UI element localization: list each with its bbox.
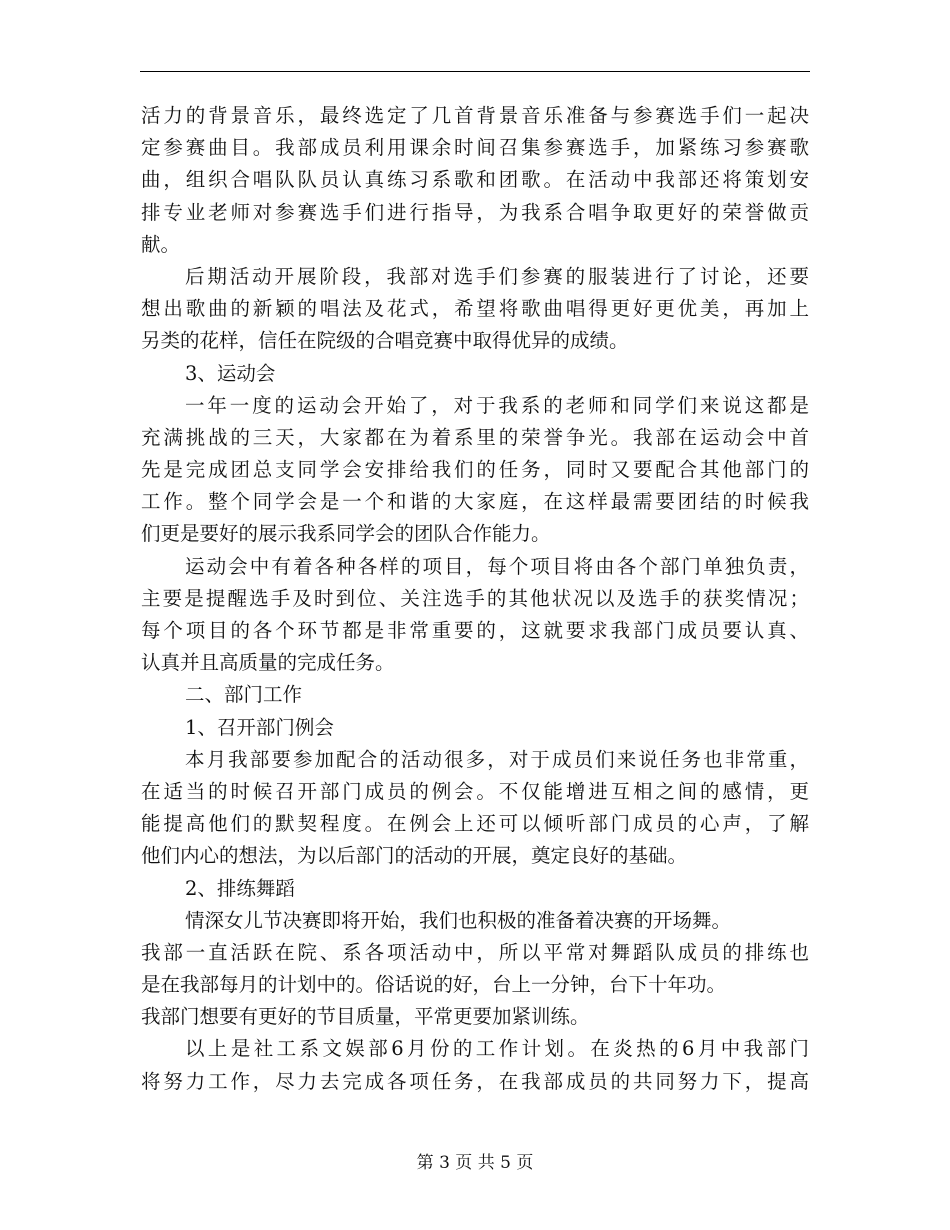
header-rule	[140, 71, 810, 72]
text-line: 情深女儿节决赛即将开始，我们也积极的准备着决赛的开场舞。	[185, 908, 732, 932]
text-line: 活力的背景音乐，最终选定了几首背景音乐准备与参赛选手们一起决	[141, 104, 809, 127]
section-heading: 1、召开部门例会	[185, 715, 334, 739]
text-line: 定参赛曲目。我部成员利用课余时间召集参赛选手，加紧练习参赛歌	[141, 136, 809, 160]
text-line: 将努力工作，尽力去完成各项任务，在我部成员的共同努力下，提高	[141, 1069, 809, 1093]
text-line: 能提高他们的默契程度。在例会上还可以倾听部门成员的心声，了解	[141, 812, 809, 836]
document-body	[141, 100, 809, 1098]
text-line: 他们内心的想法，为以后部门的活动的开展，奠定良好的基础。	[141, 844, 688, 868]
text-line: 本月我部要参加配合的活动很多，对于成员们来说任务也非常重，	[185, 747, 809, 771]
text-line: 排专业老师对参赛选手们进行指导，为我系合唱争取更好的荣誉做贡	[141, 200, 809, 224]
text-line: 献。	[141, 232, 181, 256]
section-heading: 二、部门工作	[185, 683, 303, 707]
section-heading: 3、运动会	[185, 361, 276, 385]
text-line: 我部一直活跃在院、系各项活动中，所以平常对舞蹈队成员的排练也	[141, 940, 809, 964]
text-line: 一年一度的运动会开始了，对于我系的老师和同学们来说这都是	[185, 393, 809, 417]
text-line: 工作。整个同学会是一个和谐的大家庭，在这样最需要团结的时候我	[141, 490, 809, 514]
text-line: 另类的花样，信任在院级的合唱竞赛中取得优异的成绩。	[141, 329, 629, 353]
text-line: 在适当的时候召开部门成员的例会。不仅能增进互相之间的感情，更	[141, 779, 809, 803]
text-line: 后期活动开展阶段，我部对选手们参赛的服装进行了讨论，还要	[185, 264, 809, 288]
text-line: 充满挑战的三天，大家都在为着系里的荣誉争光。我部在运动会中首	[141, 425, 809, 449]
text-line: 运动会中有着各种各样的项目，每个项目将由各个部门单独负责，	[185, 554, 809, 578]
section-heading: 2、排练舞蹈	[185, 876, 295, 900]
text-line: 们更是要好的展示我系同学会的团队合作能力。	[141, 522, 551, 546]
text-line: 以上是社工系文娱部6月份的工作计划。在炎热的6月中我部门	[185, 1037, 809, 1061]
text-line: 认真并且高质量的完成任务。	[141, 651, 395, 675]
text-line: 曲，组织合唱队队员认真练习系歌和团歌。在活动中我部还将策划安	[141, 168, 809, 192]
text-line: 先是完成团总支同学会安排给我们的任务，同时又要配合其他部门的	[141, 458, 809, 482]
text-line: 每个项目的各个环节都是非常重要的，这就要求我部门成员要认真、	[141, 619, 809, 642]
text-line: 想出歌曲的新颖的唱法及花式，希望将歌曲唱得更好更优美，再加上	[141, 297, 809, 321]
text-line: 是在我部每月的计划中的。俗话说的好，台上一分钟，台下十年功。	[141, 973, 727, 997]
text-line: 主要是提醒选手及时到位、关注选手的其他状况以及选手的获奖情况；	[141, 586, 809, 610]
text-line: 我部门想要有更好的节目质量，平常更要加紧训练。	[141, 1005, 590, 1029]
page-number: 第 3 页 共 5 页	[416, 1153, 534, 1173]
